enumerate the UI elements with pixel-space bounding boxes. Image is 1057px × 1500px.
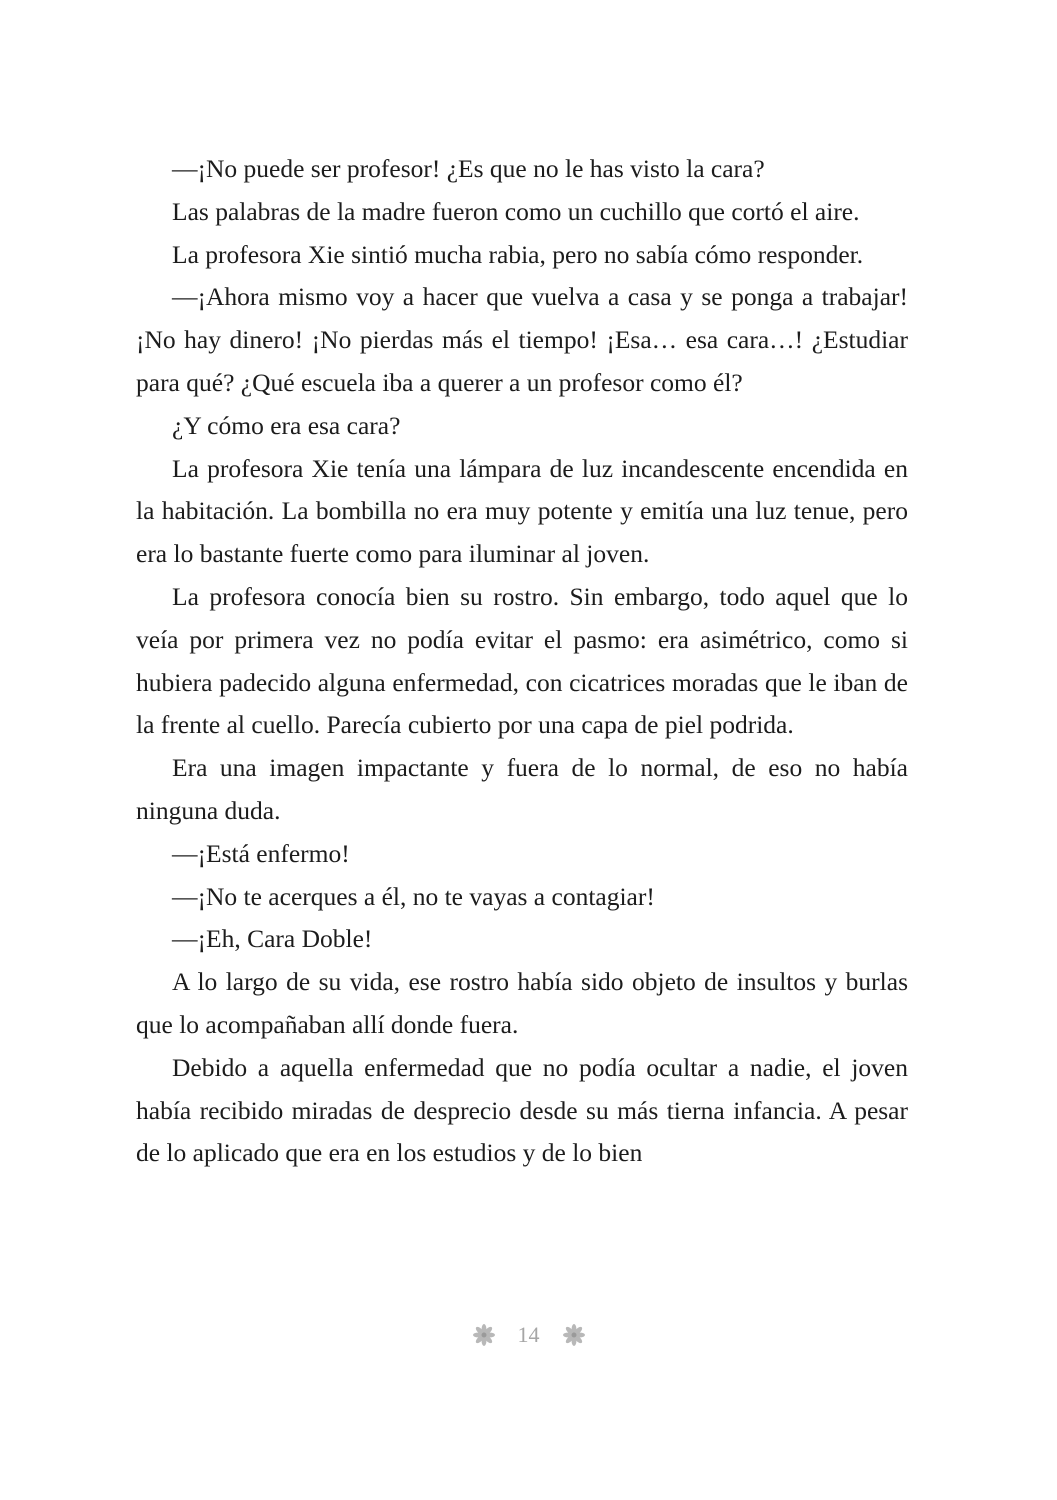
paragraph: La profesora Xie sintió mucha rabia, pero no sabía cómo responder. (172, 239, 864, 269)
paragraph: —¡Ahora mismo voy a hacer que vuelva a casa y se ponga a trabajar! ¡No hay dinero! ¡No pierdas más el tiempo! ¡Esa… esa cara…! ¿Estudiar para qué? ¿Qué escuela iba a querer a un profesor como él? (136, 282, 908, 397)
page-footer (0, 1322, 1057, 1348)
page-number: 14 (517, 1322, 540, 1347)
paragraph: ¿Y cómo era esa cara? (172, 410, 401, 440)
page-body (136, 148, 908, 1175)
paragraph: Debido a aquella enfermedad que no podía ocultar a nadie, el joven había recibido miradas de desprecio desde su más tierna infancia. A pesar de lo aplicado que era en los estudios y de lo bien (136, 1052, 908, 1168)
paragraph: Era una imagen impactante y fuera de lo normal, de eso no había ninguna duda. (136, 753, 908, 825)
paragraph: —¡No puede ser profesor! ¿Es que no le has visto la cara? (172, 154, 765, 183)
paragraph: —¡Eh, Cara Doble! (172, 924, 373, 954)
paragraph: Las palabras de la madre fueron como un cuchillo que cortó el aire. (172, 196, 860, 226)
paragraph: La profesora Xie tenía una lámpara de luz incandescente encendida en la habitación. La bombilla no era muy potente y emitía una luz tenue, pero era lo bastante fuerte como para iluminar al joven. (136, 453, 908, 569)
flower-ornament-icon (562, 1323, 586, 1347)
flower-ornament-icon (472, 1323, 496, 1347)
paragraph: A lo largo de su vida, ese rostro había sido objeto de insultos y burlas que lo acompañaban allí donde fuera. (136, 967, 908, 1039)
paragraph: La profesora conocía bien su rostro. Sin embargo, todo aquel que lo veía por primera vez no podía evitar el pasmo: era asimétrico, como si hubiera padecido alguna enfermedad, con cicatrices moradas que le iban de la frente al cuello. Parecía cubierto por una capa de piel podrida. (136, 581, 908, 740)
paragraph: —¡No te acerques a él, no te vayas a contagiar! (172, 881, 655, 911)
paragraph: —¡Está enfermo! (172, 838, 350, 868)
